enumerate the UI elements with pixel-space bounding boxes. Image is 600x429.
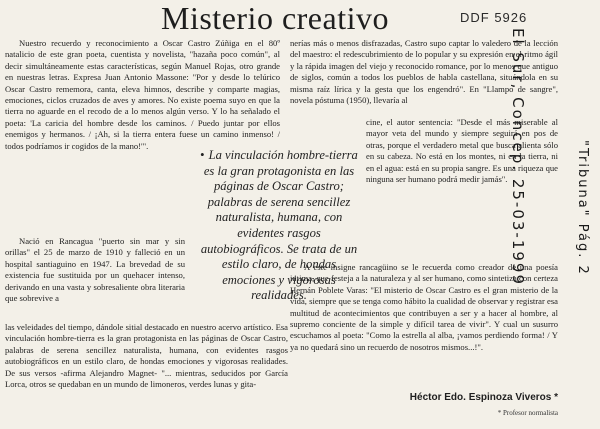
paragraph: cine, el autor sentencia: "Desde el más miserable al mayor veta del mundo y siempre seguirá en pos de otras, porque el verdadero metal que busca alienta sólo en su cabeza. No está en los montes, ni en la tierra, ni en el agua: está en su propia sangre. Es una riqueza que ninguna ser humano podrá medir jamás". xyxy=(366,117,558,185)
paragraph: Nació en Rancagua "puerto sin mar y sin orillas" el 25 de marzo de 1910 y falleció en un hospital santiaguino en 1947. La brevedad de su existencia fue sustituida por un quehacer intenso, derivando en una vasta y sobresaliente obra literaria que sobrevive a xyxy=(5,236,185,304)
archive-stamp: DDF 5926 xyxy=(460,10,528,25)
paragraph: A este insigne rancagüino se le recuerda como creador de una poesía intima, que festeja a la naturaleza y al ser humano, como sintetiza con certeza Hernán Poblete Varas: "El misterio de Oscar Castro es el gran misterio de la vida, siempre que se tenga como hábito la cualidad de observar y registrar esa multitud de acontecimientos que contribuyen a ser y a hacer al hombre, al supremo conciente de la simple y difícil tarea de vivir". Y cual un susurro escuchamos al poeta: "Como la estrella al alba, ¡vamos perdiendo forma! / Y ya no quedará sino un recuerdo de nosotros mismos...!". xyxy=(290,262,558,352)
column-2-middle xyxy=(366,117,558,262)
handwritten-source-note: El Sur, Concep. 25-03-1999 xyxy=(509,28,527,287)
column-1-middle xyxy=(5,236,185,308)
author-footnote: * Profesor normalista xyxy=(497,409,558,417)
pull-quote-text: La vinculación hombre-tierra es la gran protagonista en las páginas de Oscar Castro; palabras de serena sencillez naturalista, humana, con evidentes rasgos autobiográficos. Se trata de un estilo claro, de hondas emociones y vigorosas realidades. xyxy=(200,148,358,303)
paragraph: nerías más o menos disfrazadas, Castro supo captar lo valedero de la lección del maestro: el redescubrimiento de lo popular y su expresión en el ritmo ágil y la rápida imagen del viejo y reconocido romance, por lo menos que antiguo de siglos, común a todos los pueblos de habla castellana, situándola en su misma raíz lírica y la gesta que los engendró". En "Llampo de sangre", novela póstuma (1950), llevaría al xyxy=(290,38,558,106)
column-1-bottom xyxy=(5,322,288,427)
bullet-icon: • xyxy=(200,148,205,162)
handwritten-section-note: "Tribuna" Pág. 2 xyxy=(575,140,590,276)
paragraph: Nuestro recuerdo y reconocimiento a Oscar Castro Zúñiga en el 80º natalicio de este gran poeta, cuentista y novelista, "hazaña poco común", al decir simultáneamente estas características, según Manuel Rojas, otro grande en nuestras letras. Expresa Juan Antonio Massone: "Por y desde lo telúrico Oscar Castro rememora, canta, eleva himnos, describe y comparte magias, emociones, ciclos cruzados de aves y amores. No existe poema suyo en que la tierra no aguarde en el recodo de a lo menos algún verso. Y lo ha señalado el poeta: 'La caricia del hombre desde los caminos. / Puedo juntar por ellos enemigos y hermanos. / ¡Ah, si la tierra entera fuese un camino inmenso! / todos podríamos ir cogidos de la mano!'". xyxy=(5,38,280,151)
article-title: Misterio creativo xyxy=(161,0,389,36)
author-byline: Héctor Edo. Espinoza Viveros * xyxy=(409,392,558,403)
paragraph: las veleidades del tiempo, dándole sitial destacado en nuestro acervo artístico. Esa vinculación hombre-tierra es la gran protagonista en las páginas de Oscar Castro, palabras de serena sencillez naturalista, humana, con evidentes rasgos autobiográficos en un estilo claro, de hondas emociones y vigorosas realidades. De sus versos -afirma Alejandro Magnet- "... mientras, seducidos por García Lorca, otros se quedaban en un mundo de limoneros, verdes lunas y gita- xyxy=(5,322,288,390)
